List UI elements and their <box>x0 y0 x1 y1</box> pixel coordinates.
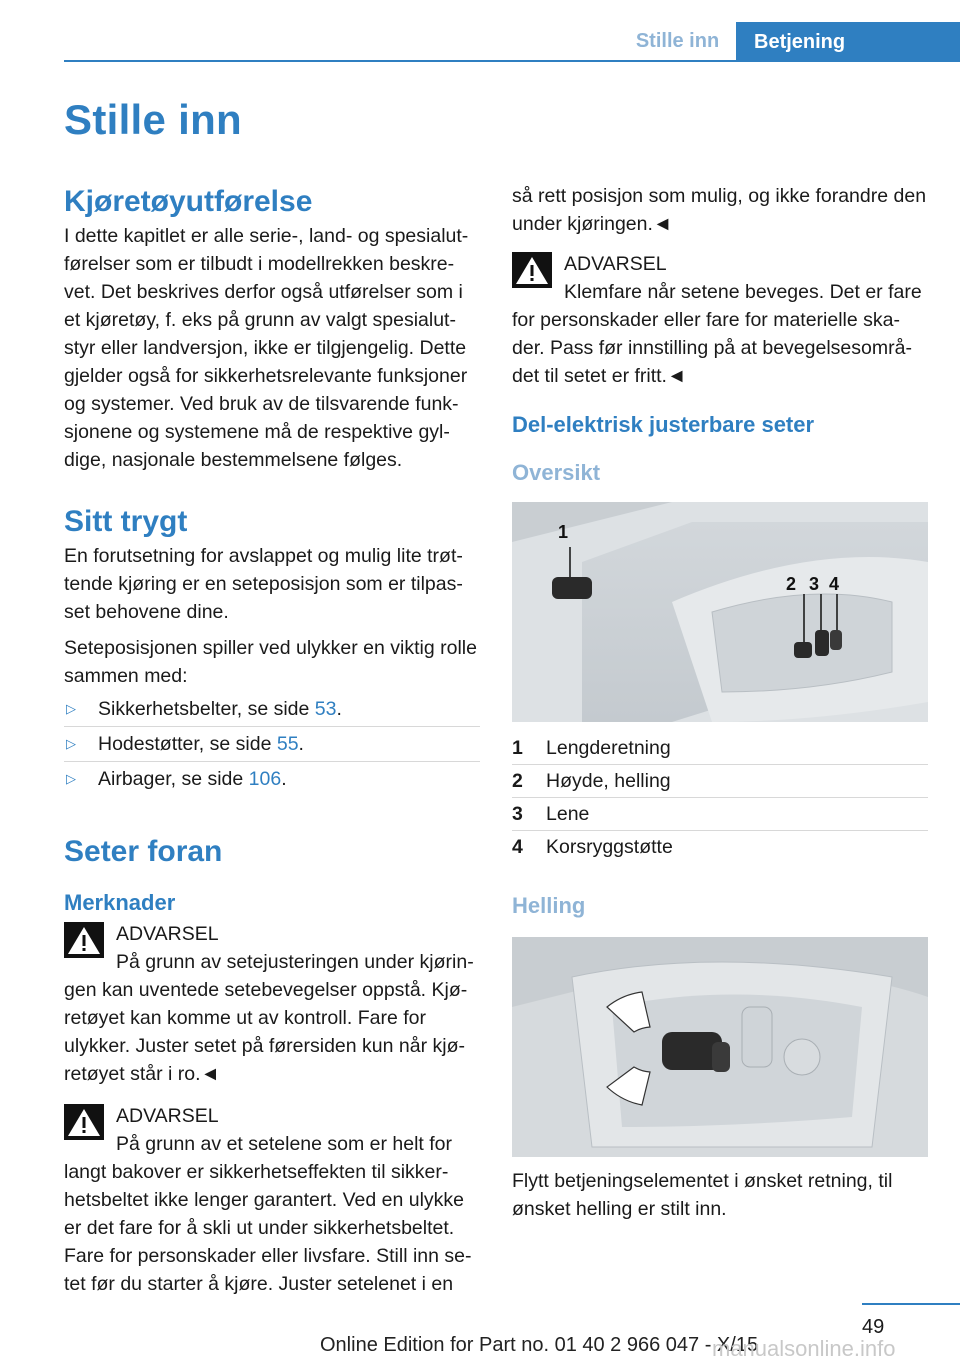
page-link[interactable]: 53 <box>314 698 337 720</box>
safety-list <box>64 692 480 796</box>
heading-tilt: Helling <box>512 893 586 918</box>
callout-label: 3 <box>809 574 820 594</box>
paragraph-sit-safely-2: Seteposisjonen spiller ved ulykker en viktig rolle sammen med: <box>64 637 477 687</box>
triangle-bullet-icon: ▷ <box>66 771 76 786</box>
warning-text: Klemfare når setene beveges. Det er fare for personskader eller fare for materielle ska-der. Pass før innstilling på at bevegelsesområ-det til setet er fritt.◄ <box>512 281 922 387</box>
callout-label: 1 <box>558 522 569 542</box>
tilt-illustration <box>512 937 928 1157</box>
paragraph-sit-safely-1: En forutsetning for avslappet og mulig lite trøt-tende kjøring er en seteposisjon som er tilpas-set behovene dine. <box>64 545 463 623</box>
warning-block <box>64 1102 480 1298</box>
callout-label: 4 <box>829 574 840 594</box>
page-title: Stille inn <box>64 96 243 143</box>
heading-front-seats: Seter foran <box>64 835 223 868</box>
seat-controls-illustration <box>512 502 928 722</box>
warning-icon <box>64 1104 104 1140</box>
callout-label: 2 <box>786 574 797 594</box>
heading-overview: Oversikt <box>512 460 601 485</box>
warning-text: På grunn av et setelene som er helt for langt bakover er sikkerhetseffekten til sikker-hetsbeltet ikke lenger garantert. Ved en ulykke er det fare for å skli ut under sikkerhetsbeltet. Fare for personskader eller livsfare. Still inn se-tet før du starter å kjøre. Juster setelenet i en <box>64 1133 472 1295</box>
warning-block <box>512 250 928 390</box>
heading-electric-seats: Del-elektrisk justerbare seter <box>512 412 815 437</box>
warning-icon <box>64 922 104 958</box>
page-link[interactable]: 106 <box>248 768 282 790</box>
warning-text: På grunn av setejusteringen under kjørin-gen kan uventede setebevegelser oppstå. Kjø-retøyet kan komme ut av kontroll. Fare for ulykker. Juster setet på førersiden kun når kjø-retøyet står i ro.◄ <box>64 951 474 1085</box>
triangle-bullet-icon: ▷ <box>66 701 76 716</box>
backrest-control <box>815 630 829 656</box>
footer-rule <box>862 1303 960 1305</box>
list-item: 2 Høyde, helling <box>512 765 928 798</box>
heading-vehicle-version: Kjøretøyutførelse <box>64 185 313 218</box>
heading-sit-safely: Sitt trygt <box>64 505 188 538</box>
heading-notes: Merknader <box>64 890 176 915</box>
triangle-bullet-icon: ▷ <box>66 736 76 751</box>
list-item: 3 Lene <box>512 798 928 831</box>
list-item: 1 Lengderetning <box>512 732 928 765</box>
online-edition-note: Online Edition for Part no. 01 40 2 966 047 - X/15 <box>320 1334 759 1356</box>
paragraph-continued: så rett posisjon som mulig, og ikke forandre den under kjøringen.◄ <box>512 185 927 235</box>
page-link[interactable]: 55 <box>276 733 299 755</box>
list-item: 4 Korsryggstøtte <box>512 836 673 858</box>
left-column <box>64 182 480 1306</box>
right-column <box>512 182 928 1231</box>
warning-icon <box>512 252 552 288</box>
warning-title: ADVARSEL <box>116 923 219 945</box>
list-item: ▷ Sikkerhetsbelter, se side 53. <box>64 692 480 726</box>
header-section-label: Stille inn <box>635 29 720 52</box>
tilt-figure <box>512 937 928 1157</box>
warning-title: ADVARSEL <box>116 1105 219 1127</box>
list-item: ▷ Airbager, se side 106. <box>64 761 480 796</box>
lumbar-control <box>830 630 842 650</box>
seat-controls-figure <box>512 502 928 722</box>
watermark: manualsonline.info <box>712 1336 896 1361</box>
list-item: ▷ Hodestøtter, se side 55. <box>64 726 480 761</box>
warning-title: ADVARSEL <box>564 253 667 275</box>
page-number: 49 <box>862 1316 885 1338</box>
height-control <box>794 642 812 658</box>
paragraph-tilt: Flytt betjeningselementet i ønsket retning, til ønsket helling er stilt inn. <box>512 1170 893 1220</box>
control-list <box>512 732 928 863</box>
header-chapter-tab: Betjening <box>736 22 960 62</box>
paragraph-vehicle-version: I dette kapitlet er alle serie-, land- og spesialut-førelser som er tilbudt i modellrekken beskre-vet. Det beskrives derfor også utførelser som i et kjøretøy, f. eks på grunn av valgt spesialut-styr eller landversjon, ikke er tilgjengelig. Dette gjelder også for sikkerhetsrelevante funksjoner og systemer. Ved bruk av de tilsvarende funk-sjonene og systemene må de respektive gyl-dige, nasjonale bestemmelsene følges. <box>64 225 469 471</box>
header-rule <box>64 60 960 62</box>
length-control <box>552 577 592 599</box>
warning-block <box>64 920 480 1088</box>
